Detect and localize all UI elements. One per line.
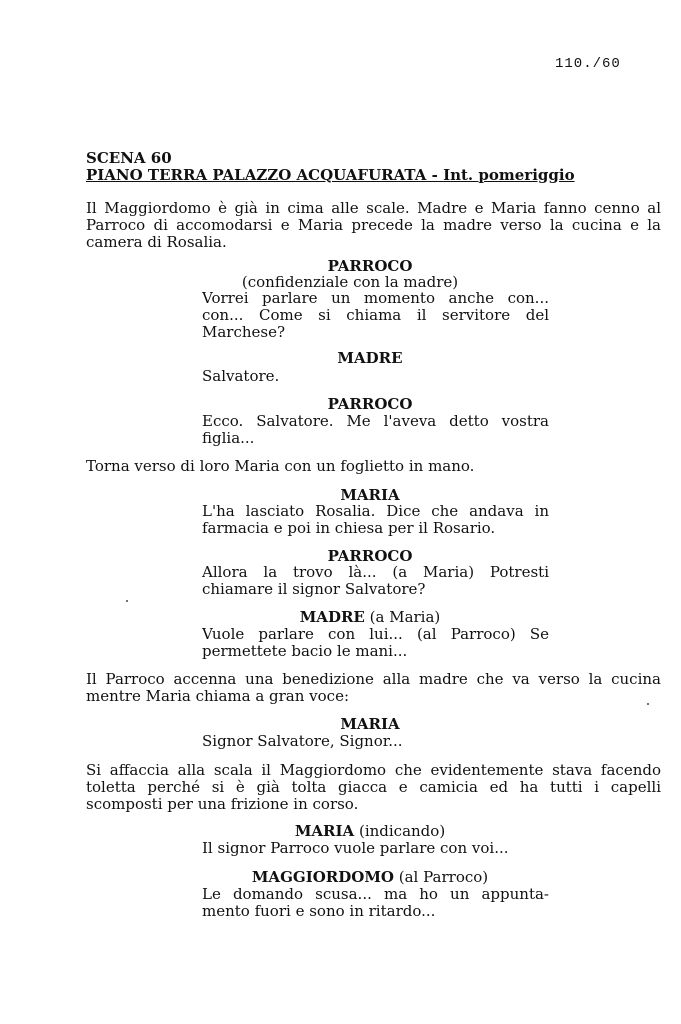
- scene-number: SCENA 60: [86, 149, 172, 167]
- character-name: PARROCO: [327, 547, 413, 565]
- character-name: MARIA: [340, 486, 400, 504]
- character-cue: [190, 396, 550, 413]
- dialogue-line: Ecco. Salvatore. Me l'aveva detto vostra: [202, 412, 549, 430]
- dialogue: [202, 368, 549, 385]
- dialogue: [202, 840, 549, 857]
- dialogue-line: Salvatore.: [202, 367, 280, 385]
- dialogue-line: Signor Salvatore, Signor...: [202, 732, 403, 750]
- dialogue: [202, 564, 549, 598]
- character-name: MARIA: [294, 822, 355, 840]
- action-line: scomposti per una frizione in corso.: [86, 795, 359, 813]
- dialogue-line: chiamare il signor Salvatore?: [202, 580, 426, 598]
- action-line: camera di Rosalia.: [86, 233, 227, 251]
- dialogue: [202, 733, 549, 750]
- character-extension: (indicando): [358, 822, 446, 840]
- dialogue: [202, 413, 549, 447]
- character-name: MAGGIORDOMO: [251, 868, 394, 886]
- action-paragraph: [86, 671, 661, 705]
- action-line: Parroco di accomodarsi e Maria precede la madre verso la cucina e la: [86, 216, 661, 234]
- dialogue-line: Vuole parlare con lui... (al Parroco) Se: [202, 625, 549, 643]
- dialogue-line: Il signor Parroco vuole parlare con voi...: [202, 839, 509, 857]
- character-extension: (a Maria): [369, 608, 441, 626]
- dialogue-line: L'ha lasciato Rosalia. Dice che andava in: [202, 502, 549, 520]
- action-paragraph: [86, 762, 661, 813]
- parenthetical: (confidenziale con la madre): [241, 273, 459, 291]
- dialogue-line: farmacia e poi in chiesa per il Rosario.: [202, 519, 496, 537]
- dialogue-line: Le domando scusa... ma ho un appunta-: [202, 885, 549, 903]
- dialogue-line: mento fuori e sono in ritardo...: [202, 902, 436, 920]
- dialogue-line: permettete bacio le mani...: [202, 642, 408, 660]
- action-line: toletta perché si è già tolta giacca e camicia ed ha tutti i capelli: [86, 778, 661, 796]
- dialogue: [202, 886, 549, 920]
- paper-speck: [647, 703, 649, 705]
- action-line: Il Maggiordomo è già in cima alle scale. Madre e Maria fanno cenno al: [86, 199, 661, 217]
- dialogue-line: Marchese?: [202, 323, 286, 341]
- character-name: MADRE: [337, 349, 403, 367]
- character-cue: [190, 823, 550, 840]
- dialogue-line: figlia...: [202, 429, 255, 447]
- dialogue-line: Allora la trovo là... (a Maria) Potresti: [202, 563, 549, 581]
- action-line: mentre Maria chiama a gran voce:: [86, 687, 350, 705]
- dialogue-line: con... Come si chiama il servitore del: [202, 306, 549, 324]
- dialogue: [202, 503, 549, 537]
- character-cue: [190, 869, 550, 886]
- dialogue: [202, 626, 549, 660]
- character-cue: [190, 716, 550, 733]
- dialogue: [202, 290, 549, 341]
- character-cue: [190, 350, 550, 367]
- action-paragraph: [86, 200, 661, 251]
- action-line: Torna verso di loro Maria con un foglietto in mano.: [86, 457, 475, 475]
- character-cue: [190, 609, 550, 626]
- action-line: Si affaccia alla scala il Maggiordomo che evidentemente stava facendo: [86, 761, 661, 779]
- page-number: 110./60: [555, 56, 621, 72]
- character-extension: (al Parroco): [398, 868, 489, 886]
- action-paragraph: [86, 458, 661, 475]
- character-name: MADRE: [299, 608, 365, 626]
- character-name: MARIA: [340, 715, 400, 733]
- scene-slugline: PIANO TERRA PALAZZO ACQUAFURATA - Int. pomeriggio: [86, 166, 575, 184]
- character-name: PARROCO: [327, 395, 413, 413]
- action-line: Il Parroco accenna una benedizione alla madre che va verso la cucina: [86, 670, 661, 688]
- dialogue-line: Vorrei parlare un momento anche con...: [202, 289, 549, 307]
- paper-speck: [126, 600, 128, 602]
- character-name: PARROCO: [327, 257, 413, 275]
- scene-heading: [86, 150, 575, 184]
